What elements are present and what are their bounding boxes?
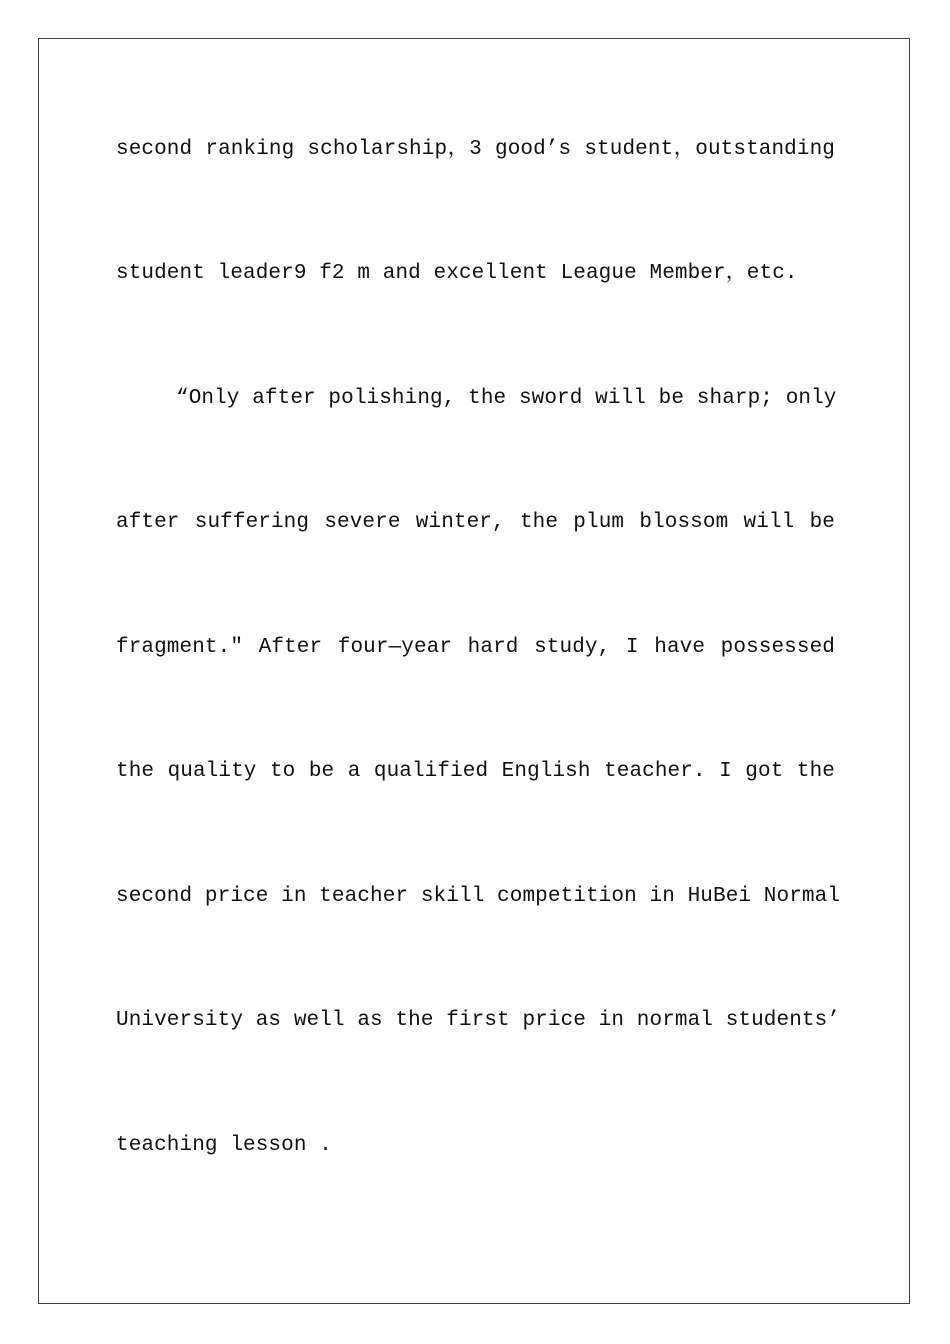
text-line-2: student leader9 f2 m and excellent League Member，etc.	[116, 262, 798, 285]
text-line-7: second price in teacher skill competition in HuBei Normal	[116, 885, 841, 908]
text-line-6: the quality to be a qualified English teacher. I got the	[116, 760, 835, 783]
text-line-3: “Only after polishing, the sword will be sharp; only	[176, 387, 837, 410]
page-border	[38, 38, 910, 1304]
text-line-5: fragment.″ After four—year hard study, I have possessed	[116, 636, 835, 659]
text-line-9: teaching lesson .	[116, 1134, 332, 1157]
text-line-8: University as well as the first price in normal students’	[116, 1009, 841, 1032]
text-line-4: after suffering severe winter, the plum blossom will be	[116, 511, 835, 534]
text-line-1: second ranking scholarship，3 good’s student，outstanding	[116, 138, 835, 161]
